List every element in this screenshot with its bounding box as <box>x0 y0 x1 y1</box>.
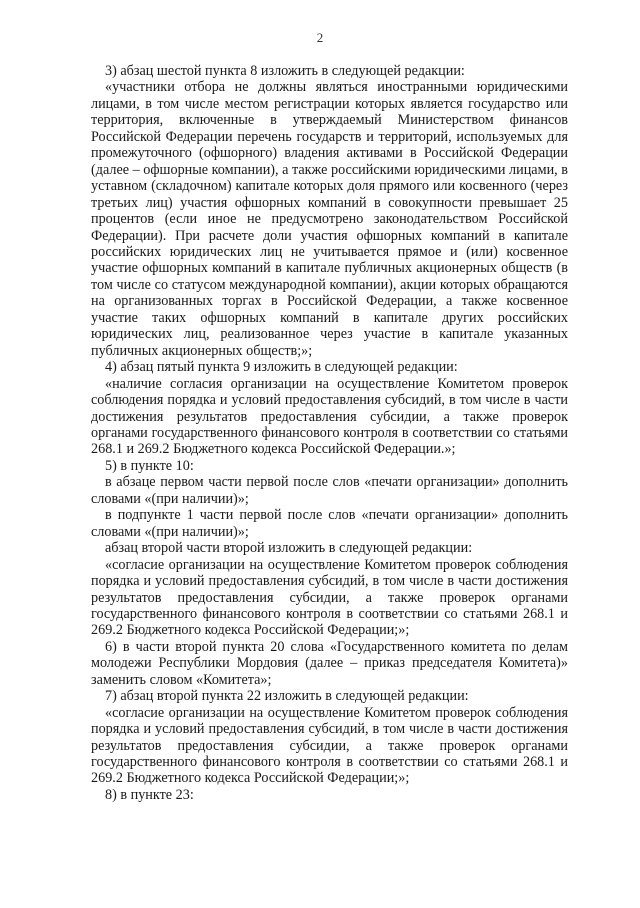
amendment-item-7-text: «согласие организации на осуществление Комитетом проверок соблюдения порядка и условий предоставления субсидий, в том числе в части достижения результатов предоставления субсидии, а также проверок органами государственного финансового контроля в соответствии со статьями 268.1 и 269.2 Бюджетного кодекса Российской Федерации;»; <box>91 704 568 787</box>
amendment-item-3-text: «участники отбора не должны являться иностранными юридическими лицами, в том числе местом регистрации которых является государство или территория, включенные в утверждаемый Министерством финансов Российской Федерации перечень государств и территорий, используемых для промежуточного (офшорного) владения активами в Российской Федерации (далее – офшорные компании), а также российскими юридическими лицами, в уставном (складочном) капитале которых доля прямого или косвенного (через третьих лиц) участия офшорных компаний в совокупности превышает 25 процентов (если иное не предусмотрено законодательством Российской Федерации). При расчете доли участия офшорных компаний в капитале российских юридических лиц не учитывается прямое и (или) косвенное участие офшорных компаний в капитале публичных акционерных обществ (в том числе со статусом международной компании), акции которых обращаются на организованных торгах в Российской Федерации, а также косвенное участие таких офшорных компаний в капитале других российских юридических лиц, реализованное через участие в капитале указанных публичных акционерных обществ;»; <box>91 79 568 359</box>
document-body <box>91 63 568 803</box>
amendment-item-5-text: «согласие организации на осуществление Комитетом проверок соблюдения порядка и условий предоставления субсидий, в том числе в части достижения результатов предоставления субсидии, а также проверок органами государственного финансового контроля в соответствии со статьями 268.1 и 269.2 Бюджетного кодекса Российской Федерации;»; <box>91 556 568 639</box>
amendment-item-3-heading: 3) абзац шестой пункта 8 изложить в следующей редакции: <box>105 63 465 79</box>
amendment-item-5-clause-2: в подпункте 1 части первой после слов «печати организации» дополнить словами «(при наличии)»; <box>91 507 568 540</box>
page-number: 2 <box>316 30 324 45</box>
amendment-item-5-clause-3: абзац второй части второй изложить в следующей редакции: <box>105 540 473 557</box>
amendment-item-7-heading: 7) абзац второй пункта 22 изложить в следующей редакции: <box>105 688 469 705</box>
amendment-item-4-heading: 4) абзац пятый пункта 9 изложить в следующей редакции: <box>105 359 458 376</box>
amendment-item-6-text: 6) в части второй пункта 20 слова «Государственного комитета по делам молодежи Республики Мордовия (далее – приказ председателя Комитета)» заменить словом «Комитета»; <box>91 638 568 688</box>
amendment-item-8-heading: 8) в пункте 23: <box>105 786 194 803</box>
amendment-item-4-text: «наличие согласия организации на осуществление Комитетом проверок соблюдения порядка и условий предоставления субсидий, в том числе в части достижения результатов предоставления субсидии, а также проверок органами государственного финансового контроля в соответствии со статьями 268.1 и 269.2 Бюджетного кодекса Российской Федерации.»; <box>91 375 568 458</box>
amendment-item-5-clause-1: в абзаце первом части первой после слов «печати организации» дополнить словами «(при наличии)»; <box>91 474 568 507</box>
amendment-item-5-heading: 5) в пункте 10: <box>105 457 194 474</box>
